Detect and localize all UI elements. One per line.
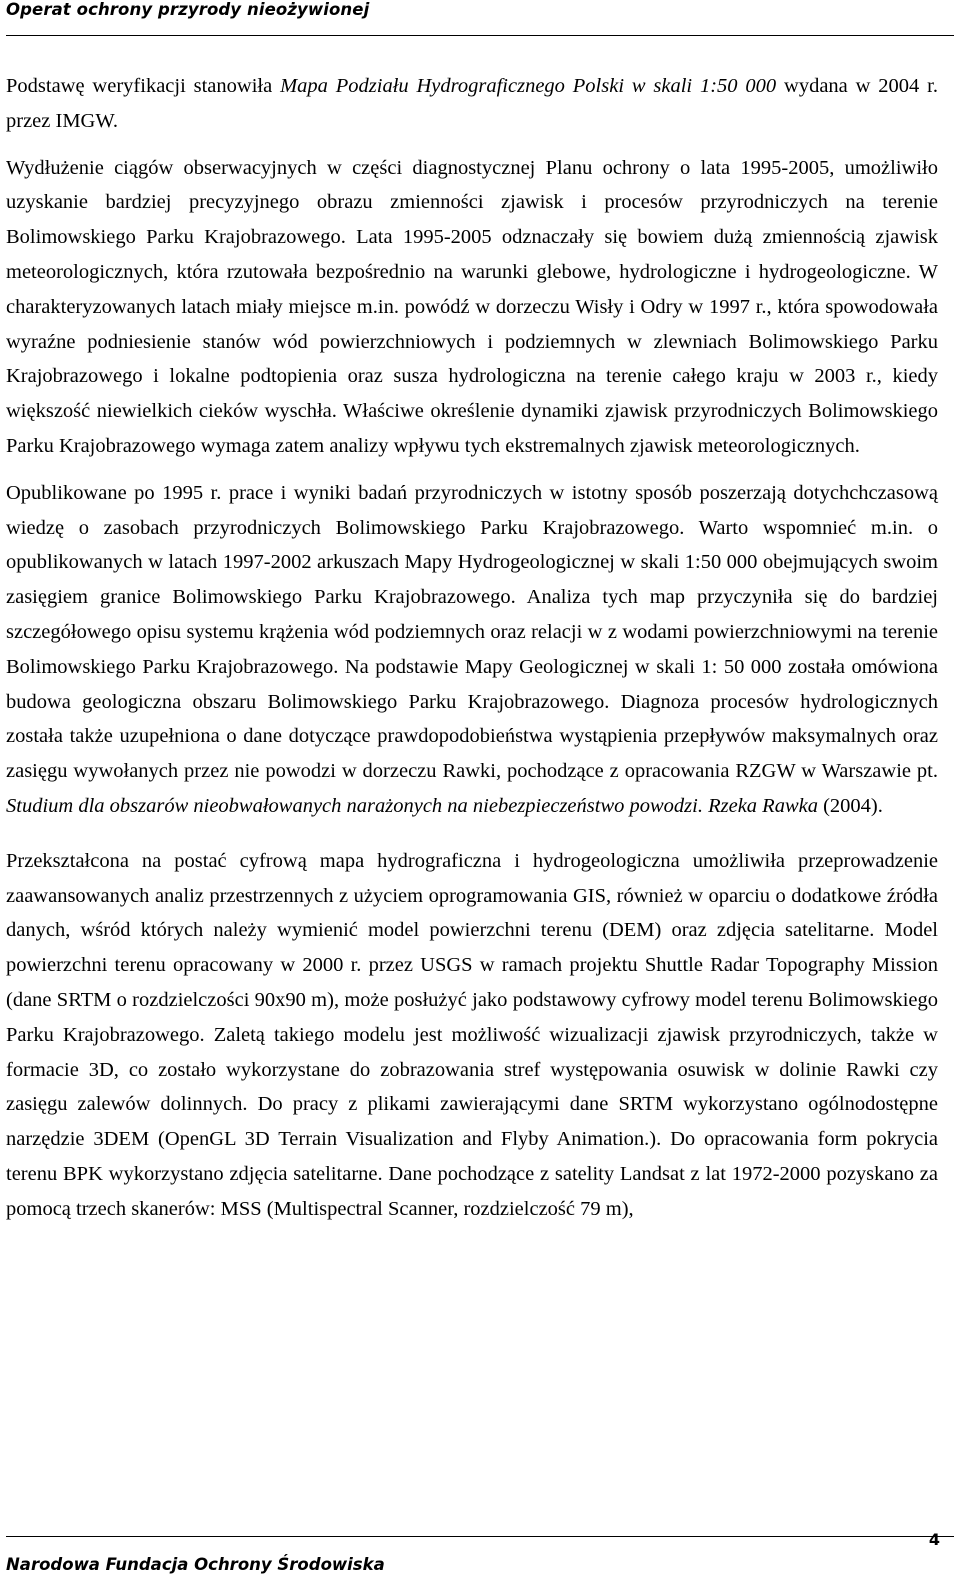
paragraph-2: Wydłużenie ciągów obserwacyjnych w części diagnostycznej Planu ochrony o lata 1995-2005, umożliwiło uzyskanie bardziej precyzyjnego obrazu zmienności zjawisk i procesów przyrodniczych na terenie Bolimowskiego Parku Krajobrazowego. Lata 1995-2005 odznaczały się bowiem dużą zmiennością zjawisk meteorologicznych, która rzutowała bezpośrednio na warunki glebowe, hydrologiczne i hydrogeologiczne. W charakteryzowanych latach miały miejsce m.in. powódź w dorzeczu Wisły i Odry w 1997 r., która spowodowała wyraźne podniesienie stanów wód powierzchniowych i podziemnych w zlewniach Bolimowskiego Parku Krajobrazowego i lokalne podtopienia oraz susza hydrologiczna na terenie całego kraju w 2003 r., kiedy większość niewielkich cieków wyschła. Właściwe określenie dynamiki zjawisk przyrodniczych Bolimowskiego Parku Krajobrazowego wymaga zatem analizy wpływu tych ekstremalnych zjawisk meteorologicznych. (6, 156, 938, 457)
header-divider (6, 35, 954, 36)
paragraph-3 (6, 476, 938, 824)
paragraph-1 (6, 69, 938, 139)
document-body (6, 69, 938, 1227)
footer-organization: Narodowa Fundacja Ochrony Środowiska (6, 1555, 385, 1574)
header-title: Operat ochrony przyrody nieożywionej (6, 0, 370, 19)
page-header (6, 0, 954, 26)
paragraph-3-title-italic: Studium dla obszarów nieobwałowanych narażonych na niebezpieczeństwo powodzi. Rzeka Rawka (6, 794, 818, 817)
paragraph-3-text-b: (2004). (817, 794, 883, 817)
paragraph-1-text-b: wydana w 2004 r. przez IMGW. (6, 75, 938, 132)
paragraph-3-text-a: Opublikowane po 1995 r. prace i wyniki badań przyrodniczych w istotny sposób poszerzają dotychchczasową wiedzę o zasobach przyrodniczych Bolimowskiego Parku Krajobrazowego. Warto wspomnieć m.in. o opublikowanych w latach 1997-2002 arkuszach Mapy Hydrogeologicznej w skali 1:50 000 obejmujących swoim zasięgiem granice Bolimowskiego Parku Krajobrazowego. Analiza tych map przyczyniła się do bardziej szczegółowego opisu systemu krążenia wód podziemnych oraz relacji w z wodami powierzchniowymi na terenie Bolimowskiego Parku Krajobrazowego. Na podstawie Mapy Geologicznej w skali 1: 50 000 została omówiona budowa geologiczna obszaru Bolimowskiego Parku Krajobrazowego. Diagnoza procesów hydrologicznych została także uzupełniona o dane dotyczące prawdopodobieństwa wystąpienia przepływów maksymalnych oraz zasięgu wywołanych przez nie powodzi w dorzeczu Rawki, pochodzące z opracowania RZGW w Warszawie pt. (6, 481, 938, 783)
footer-divider (6, 1536, 954, 1537)
paragraph-4: Przekształcona na postać cyfrową mapa hydrograficzna i hydrogeologiczna umożliwiła przeprowadzenie zaawansowanych analiz przestrzennych z użyciem oprogramowania GIS, również w oparciu o dodatkowe źródła danych, wśród których należy wymienić model powierzchni terenu (DEM) oraz zdjęcia satelitarne. Model powierzchni terenu opracowany w 2000 r. przez USGS w ramach projektu Shuttle Radar Topography Mission (dane SRTM o rozdzielczości 90x90 m), może posłużyć jako podstawowy cyfrowy model terenu Bolimowskiego Parku Krajobrazowego. Zaletą takiego modelu jest możliwość wizualizacji zjawisk przyrodniczych, także w formacie 3D, co zostało wykorzystane do zobrazowania stref występowania osuwisk w dolinie Rawki czy zasięgu zalewów dolinnych. Do pracy z plikami zawierającymi dane SRTM wykorzystano ogólnodostępne narzędzie 3DEM (OpenGL 3D Terrain Visualization and Flyby Animation.). Do opracowania form pokrycia terenu BPK wykorzystano zdjęcia satelitarne. Dane pochodzące z satelity Landsat z lat 1972-2000 pozyskano za pomocą trzech skanerów: MSS (Multispectral Scanner, rozdzielczość 79 m), (6, 849, 938, 1220)
paragraph-1-title-italic: Mapa Podziału Hydrograficznego Polski w skali 1:50 000 (280, 75, 777, 97)
paragraph-1-text-a: Podstawę weryfikacji stanowiła (6, 75, 281, 97)
page-number: 4 (928, 1530, 940, 1549)
